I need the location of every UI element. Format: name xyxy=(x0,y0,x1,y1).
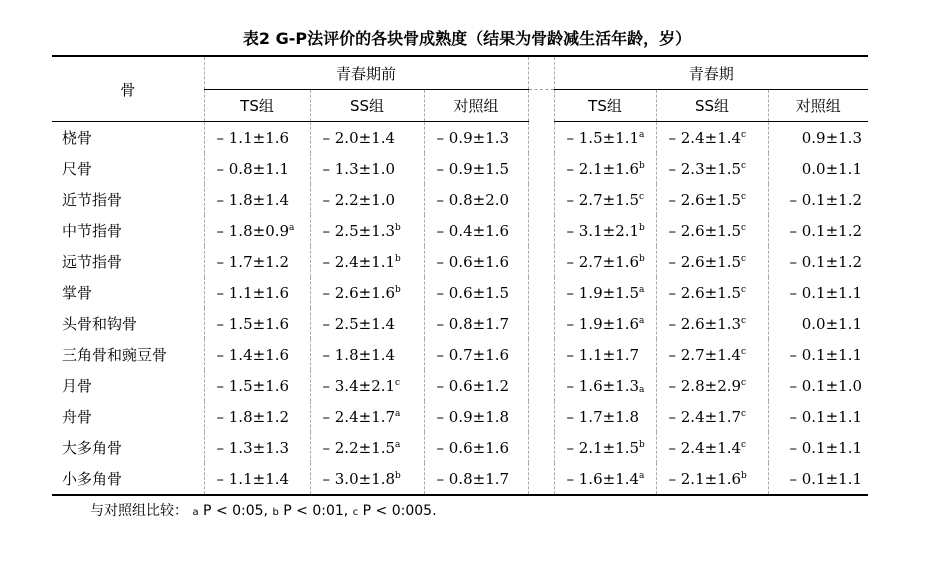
value-cell xyxy=(204,401,310,432)
value-text: – 0.1±1.1 xyxy=(789,407,862,426)
footnote-c-text: P < 0:005. xyxy=(362,503,437,519)
value-text: – 2.0±1.4 xyxy=(322,128,396,147)
value-text: – 0.9±1.3 xyxy=(436,128,510,147)
value-text: – 2.1±1.6 xyxy=(668,469,742,488)
value-cell xyxy=(424,215,528,246)
value-cell xyxy=(204,432,310,463)
value-text: 0.0±1.1 xyxy=(801,314,862,333)
value-cell xyxy=(656,308,768,339)
value-text: – 0.4±1.6 xyxy=(436,221,510,240)
significance-mark: c xyxy=(741,160,747,171)
value-cell xyxy=(204,370,310,401)
significance-mark: b xyxy=(639,253,645,264)
value-cell xyxy=(424,246,528,277)
value-text: – 2.5±1.3 xyxy=(322,221,396,240)
value-cell xyxy=(204,246,310,277)
value-text: – 1.4±1.6 xyxy=(216,345,290,364)
value-cell xyxy=(656,215,768,246)
value-text: – 2.6±1.5 xyxy=(668,283,742,302)
value-text: – 2.2±1.5 xyxy=(322,438,396,457)
gap-cell xyxy=(528,122,554,154)
value-text: – 2.6±1.6 xyxy=(322,283,396,302)
significance-mark: c xyxy=(741,191,747,202)
value-text: – 2.8±2.9 xyxy=(668,376,742,395)
bone-name-cell: 舟骨 xyxy=(62,408,93,426)
value-cell xyxy=(424,122,528,154)
table-row xyxy=(52,432,868,463)
bone-name-cell: 尺骨 xyxy=(62,160,93,178)
significance-mark: b xyxy=(395,253,401,264)
value-text: – 0.8±1.7 xyxy=(436,314,510,333)
value-cell xyxy=(204,184,310,215)
value-text: – 1.9±1.5 xyxy=(566,283,640,302)
significance-mark: c xyxy=(741,284,747,295)
significance-mark: a xyxy=(639,315,645,326)
significance-mark: b xyxy=(639,222,645,233)
value-text: – 1.1±1.7 xyxy=(566,345,640,364)
significance-mark: b xyxy=(639,160,645,171)
value-cell xyxy=(768,339,868,370)
gap-cell xyxy=(528,246,554,277)
value-cell xyxy=(768,308,868,339)
significance-mark: a xyxy=(289,222,295,233)
gap-cell xyxy=(528,339,554,370)
bone-name-cell: 中节指骨 xyxy=(62,222,123,240)
footnote-b-mark: b xyxy=(272,507,279,518)
value-cell xyxy=(768,277,868,308)
value-text: – 2.7±1.6 xyxy=(566,252,640,271)
gap-cell xyxy=(528,308,554,339)
value-cell xyxy=(310,184,424,215)
header-pre-ss: SS组 xyxy=(310,90,424,122)
value-text: – 2.1±1.5 xyxy=(566,438,640,457)
value-cell xyxy=(554,370,656,401)
value-cell xyxy=(424,370,528,401)
value-cell xyxy=(554,401,656,432)
significance-mark: a xyxy=(639,284,645,295)
value-cell xyxy=(310,153,424,184)
value-text: – 0.6±1.2 xyxy=(436,376,510,395)
significance-mark: b xyxy=(395,284,401,295)
header-pub-ts: TS组 xyxy=(554,90,656,122)
significance-mark: c xyxy=(741,315,747,326)
value-text: – 0.1±1.2 xyxy=(789,252,862,271)
header-pre-ts: TS组 xyxy=(204,90,310,122)
significance-mark: a xyxy=(639,470,645,481)
value-text: – 1.7±1.2 xyxy=(216,252,290,271)
significance-mark: c xyxy=(741,377,747,388)
value-text: – 3.1±2.1 xyxy=(566,221,640,240)
value-text: – 0.1±1.2 xyxy=(789,190,862,209)
value-text: – 1.3±1.0 xyxy=(322,159,396,178)
significance-mark: c xyxy=(741,439,747,450)
value-text: – 1.1±1.6 xyxy=(216,128,290,147)
value-cell xyxy=(768,184,868,215)
value-text: – 0.7±1.6 xyxy=(436,345,510,364)
significance-mark: a xyxy=(395,408,401,419)
value-cell xyxy=(204,122,310,154)
bone-name-cell: 三角骨和豌豆骨 xyxy=(62,346,168,364)
value-cell xyxy=(310,401,424,432)
value-text: – 2.1±1.6 xyxy=(566,159,640,178)
table-row xyxy=(52,370,868,401)
value-text: – 1.5±1.1 xyxy=(566,128,640,147)
gap-cell xyxy=(528,277,554,308)
value-text: – 3.4±2.1 xyxy=(322,376,396,395)
value-text: – 1.5±1.6 xyxy=(216,314,290,333)
value-cell xyxy=(554,339,656,370)
value-cell xyxy=(310,432,424,463)
value-cell xyxy=(310,277,424,308)
value-text: – 1.8±1.4 xyxy=(216,190,290,209)
value-cell xyxy=(310,370,424,401)
value-cell xyxy=(656,370,768,401)
value-cell xyxy=(310,215,424,246)
significance-mark: c xyxy=(741,129,747,140)
table-row xyxy=(52,308,868,339)
value-text: – 1.3±1.3 xyxy=(216,438,290,457)
value-cell xyxy=(768,122,868,154)
value-text: – 2.4±1.4 xyxy=(668,128,742,147)
value-cell xyxy=(768,401,868,432)
value-cell xyxy=(204,215,310,246)
gap-cell xyxy=(528,215,554,246)
bone-name-cell: 大多角骨 xyxy=(62,439,123,457)
value-cell xyxy=(554,277,656,308)
value-text: – 2.3±1.5 xyxy=(668,159,742,178)
value-cell xyxy=(554,122,656,154)
table-row xyxy=(52,122,868,154)
header-pub-ss: SS组 xyxy=(656,90,768,122)
bone-name-cell: 近节指骨 xyxy=(62,191,123,209)
value-text: – 2.6±1.5 xyxy=(668,221,742,240)
value-cell xyxy=(554,308,656,339)
value-cell xyxy=(768,215,868,246)
value-cell xyxy=(310,339,424,370)
value-cell xyxy=(424,277,528,308)
value-text: – 2.7±1.4 xyxy=(668,345,742,364)
value-cell xyxy=(656,184,768,215)
footnote-a-text: P < 0:05, xyxy=(203,503,269,519)
significance-mark: c xyxy=(395,377,401,388)
significance-mark: c xyxy=(741,222,747,233)
value-cell xyxy=(656,463,768,495)
header-bone: 骨 xyxy=(52,56,204,122)
header-puberty: 青春期 xyxy=(554,56,868,90)
value-text: – 0.6±1.5 xyxy=(436,283,510,302)
value-text: – 2.6±1.5 xyxy=(668,252,742,271)
bone-maturity-table xyxy=(52,55,868,496)
gap-cell xyxy=(528,432,554,463)
value-text: 0.0±1.1 xyxy=(801,159,862,178)
value-text: – 0.1±1.1 xyxy=(789,345,862,364)
value-text: – 0.8±2.0 xyxy=(436,190,510,209)
value-cell xyxy=(768,246,868,277)
value-cell xyxy=(554,184,656,215)
value-text: – 1.8±1.4 xyxy=(322,345,396,364)
gap-cell xyxy=(528,184,554,215)
gap-cell xyxy=(528,153,554,184)
value-text: – 0.1±1.0 xyxy=(789,376,862,395)
value-text: – 0.9±1.8 xyxy=(436,407,510,426)
value-cell xyxy=(656,153,768,184)
value-text: – 1.6±1.4 xyxy=(566,469,640,488)
table-row xyxy=(52,246,868,277)
value-text: – 0.6±1.6 xyxy=(436,252,510,271)
value-cell xyxy=(310,246,424,277)
value-text: – 1.7±1.8 xyxy=(566,407,640,426)
header-pub-control: 对照组 xyxy=(768,90,868,122)
table-row xyxy=(52,153,868,184)
value-text: – 0.1±1.1 xyxy=(789,469,862,488)
value-text: – 2.6±1.3 xyxy=(668,314,742,333)
value-cell xyxy=(424,401,528,432)
value-cell xyxy=(204,463,310,495)
value-cell xyxy=(656,122,768,154)
value-cell xyxy=(204,153,310,184)
value-cell xyxy=(554,215,656,246)
value-text: – 2.4±1.7 xyxy=(322,407,396,426)
value-cell xyxy=(768,463,868,495)
value-text: – 1.9±1.6 xyxy=(566,314,640,333)
value-cell xyxy=(656,339,768,370)
footnote-b-text: P < 0:01, xyxy=(283,503,349,519)
value-text: 0.9±1.3 xyxy=(801,128,862,147)
table-row xyxy=(52,401,868,432)
value-cell xyxy=(656,246,768,277)
gap-cell xyxy=(528,463,554,495)
table-row xyxy=(52,463,868,495)
value-cell xyxy=(204,308,310,339)
value-cell xyxy=(554,432,656,463)
significance-mark: b xyxy=(395,470,401,481)
footnote xyxy=(90,500,437,520)
value-cell xyxy=(424,153,528,184)
significance-mark: b xyxy=(741,470,747,481)
significance-mark: c xyxy=(741,408,747,419)
value-cell xyxy=(204,339,310,370)
bone-name-cell: 远节指骨 xyxy=(62,253,123,271)
value-text: – 3.0±1.8 xyxy=(322,469,396,488)
significance-mark: c xyxy=(741,253,747,264)
value-cell xyxy=(424,432,528,463)
table-row xyxy=(52,184,868,215)
footnote-a-mark: a xyxy=(192,507,199,518)
value-text: – 0.1±1.1 xyxy=(789,283,862,302)
value-cell xyxy=(656,277,768,308)
significance-mark: a xyxy=(395,439,401,450)
gap-cell xyxy=(528,370,554,401)
significance-mark: a xyxy=(639,129,645,140)
value-text: – 2.4±1.1 xyxy=(322,252,396,271)
header-prepuberty: 青春期前 xyxy=(204,56,528,90)
header-row-groups xyxy=(52,56,868,90)
gap-cell xyxy=(528,401,554,432)
value-cell xyxy=(554,246,656,277)
table-row xyxy=(52,339,868,370)
bone-name-cell: 掌骨 xyxy=(62,284,93,302)
value-cell xyxy=(424,463,528,495)
value-text: – 0.8±1.7 xyxy=(436,469,510,488)
value-text: – 2.5±1.4 xyxy=(322,314,396,333)
value-text: – 1.8±0.9 xyxy=(216,221,290,240)
value-text: – 0.9±1.5 xyxy=(436,159,510,178)
value-cell xyxy=(768,432,868,463)
table-row xyxy=(52,215,868,246)
value-cell xyxy=(310,463,424,495)
footnote-c-mark: c xyxy=(352,507,359,518)
bone-name-cell: 头骨和钩骨 xyxy=(62,315,138,333)
value-cell xyxy=(768,153,868,184)
header-pre-control: 对照组 xyxy=(424,90,528,122)
header-gap xyxy=(528,56,554,90)
significance-mark: a xyxy=(639,384,645,395)
value-text: – 1.5±1.6 xyxy=(216,376,290,395)
value-text: – 2.4±1.7 xyxy=(668,407,742,426)
significance-mark: b xyxy=(395,222,401,233)
bone-name-cell: 桡骨 xyxy=(62,129,93,147)
value-text: – 1.6±1.3 xyxy=(566,376,640,395)
value-text: – 0.1±1.1 xyxy=(789,438,862,457)
bone-name-cell: 小多角骨 xyxy=(52,463,204,495)
value-text: – 2.4±1.4 xyxy=(668,438,742,457)
value-cell xyxy=(768,370,868,401)
footnote-prefix: 与对照组比较： xyxy=(90,503,188,519)
value-text: – 0.1±1.2 xyxy=(789,221,862,240)
value-cell xyxy=(424,308,528,339)
table-title: 表2 G-P法评价的各块骨成熟度（结果为骨龄减生活年龄，岁） xyxy=(242,29,692,48)
value-text: – 1.8±1.2 xyxy=(216,407,290,426)
value-cell xyxy=(424,339,528,370)
value-text: – 0.6±1.6 xyxy=(436,438,510,457)
value-cell xyxy=(310,122,424,154)
value-cell xyxy=(554,153,656,184)
value-text: – 1.1±1.4 xyxy=(216,469,290,488)
significance-mark: c xyxy=(741,346,747,357)
value-cell xyxy=(310,308,424,339)
header-gap xyxy=(528,90,554,122)
value-text: – 0.8±1.1 xyxy=(216,159,290,178)
significance-mark: c xyxy=(639,191,645,202)
value-text: – 2.2±1.0 xyxy=(322,190,396,209)
significance-mark: b xyxy=(639,439,645,450)
bone-name-cell: 月骨 xyxy=(62,377,93,395)
value-text: – 2.6±1.5 xyxy=(668,190,742,209)
table-row xyxy=(52,277,868,308)
value-cell xyxy=(554,463,656,495)
value-cell xyxy=(204,277,310,308)
value-text: – 2.7±1.5 xyxy=(566,190,640,209)
value-cell xyxy=(424,184,528,215)
value-cell xyxy=(656,432,768,463)
value-text: – 1.1±1.6 xyxy=(216,283,290,302)
value-cell xyxy=(656,401,768,432)
